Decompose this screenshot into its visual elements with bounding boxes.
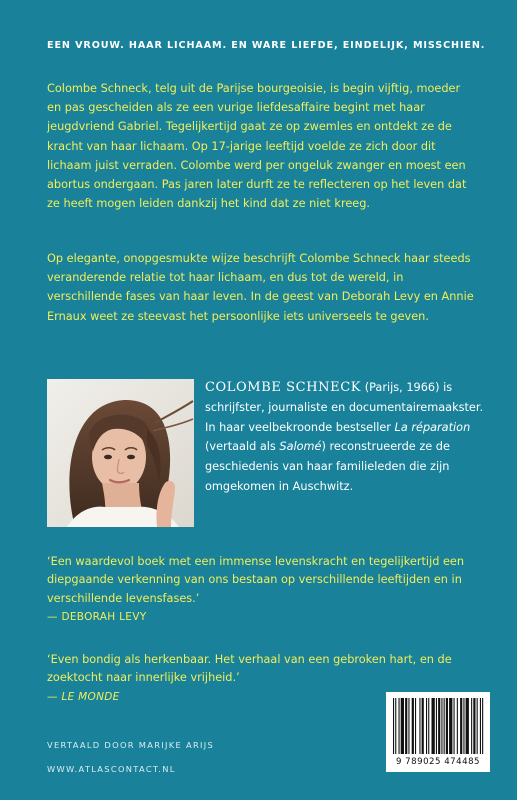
review-quote-1-source: — DEBORAH LEVY xyxy=(47,611,147,624)
author-bio xyxy=(205,378,488,497)
isbn-barcode xyxy=(386,692,490,772)
author-photo xyxy=(47,379,194,527)
synopsis-paragraph-1: Colombe Schneck, telg uit de Parijse bourgeoisie, is begin vijftig, moeder en pas gescheiden als ze een vurige liefdesaffaire begint met haar jeugdvriend Gabriel. Tegelijkertijd gaat ze op zwemles en ontdekt ze de kracht van haar lichaam. Op 17-jarige leeftijd voelde ze zich door dit lichaam juist verraden. Colombe werd per ongeluk zwanger en moest een abortus ondergaan. Pas jaren later durft ze te reflecteren op het leven dat ze heeft mogen leiden dankzij het kind dat ze niet kreeg. xyxy=(47,82,467,211)
tagline: EEN VROUW. HAAR LICHAAM. EN WARE LIEFDE, EINDELIJK, MISSCHIEN. xyxy=(47,40,486,51)
review-quote-2-text: ‘Even bondig als herkenbaar. Het verhaal van een gebroken hart, en de zoektocht naar innerlijke vrijheid.’ xyxy=(47,653,452,685)
author-name: COLOMBE SCHNECK xyxy=(205,380,362,395)
barcode-bars xyxy=(392,698,484,756)
publisher-website: WWW.ATLASCONTACT.NL xyxy=(47,764,176,774)
author-bio-intro: (Parijs, 1966) is schrijfster, journaliste en documentairemaakster. In haar veelbekroonde bestseller xyxy=(205,381,484,434)
author-portrait-illustration xyxy=(47,379,194,527)
synopsis-paragraph-2: Op elegante, onopgesmukte wijze beschrijft Colombe Schneck haar steeds veranderende relatie tot haar lichaam, en dus tot de wereld, in verschillende fases van haar leven. In de geest van Deborah Levy en Annie Ernaux weet ze steevast het persoonlijke iets universeels te geven. xyxy=(47,252,474,323)
translator-credit: VERTAALD DOOR MARIJKE ARIJS xyxy=(47,740,215,750)
review-quote-2-source: — LE MONDE xyxy=(47,690,120,703)
book-title: La réparation xyxy=(394,420,471,434)
review-quote-1-text: ‘Een waardevol boek met een immense levenskracht en tegelijkertijd een diepgaande verkenning van ons bestaan op verschillende leeftijden en in verschillende levensfases.’ xyxy=(47,555,465,605)
author-bio-middle: (vertaald als xyxy=(205,440,280,454)
isbn-number: 9 789025 474485 xyxy=(395,757,481,767)
review-quote-1 xyxy=(47,553,487,627)
translated-title: Salomé xyxy=(279,440,322,454)
author-bio-end: ) reconstrueerde ze de geschiedenis van haar familieleden die zijn omgekomen in Auschwitz. xyxy=(205,440,450,493)
